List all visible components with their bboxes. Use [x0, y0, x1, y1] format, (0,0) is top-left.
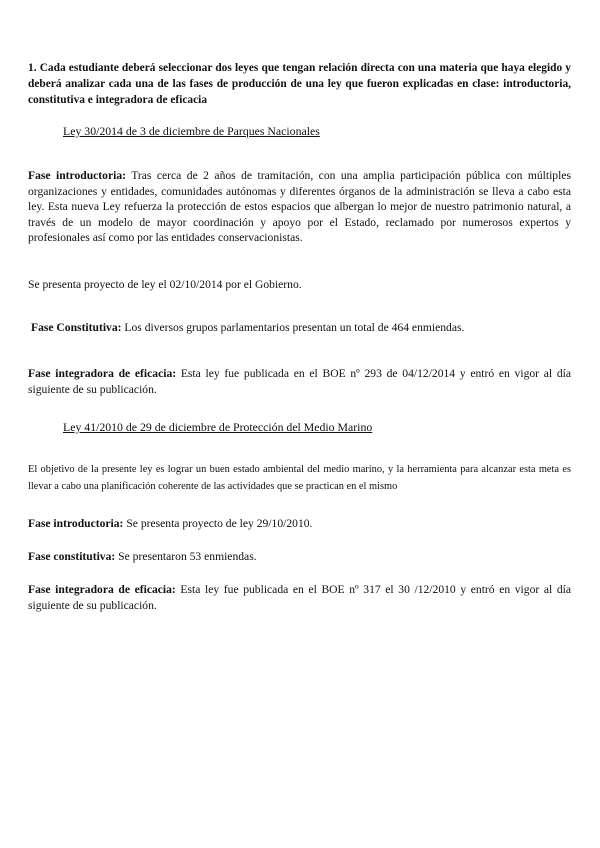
law2-intro-label: Fase introductoria:: [28, 517, 124, 530]
law2-const-label: Fase constitutiva:: [28, 550, 116, 563]
law1-intro-text: Tras cerca de 2 años de tramitación, con una amplia participación pública con múltiples organizaciones y entidades, comunidades autónomas y diferentes órganos de la administración se lleva a cabo esta ley. Esta nueva Ley refuerza la protección de estos espacios que albergan lo mejor de nuestro patrimonio natural, a través de un modelo de mayor coordinación y apoyo por el Estado, reclamado por numerosos expertos y profesionales así como por las entidades conservacionistas.: [28, 169, 571, 244]
law1-const-text: Los diversos grupos parlamentarios presentan un total de 464 enmiendas.: [121, 321, 465, 334]
law2-objective: El objetivo de la presente ley es lograr un buen estado ambiental del medio marino, y la herramienta para alcanzar esta meta es llevar a cabo una planificación coherente de las actividades que se practican en el mismo: [28, 464, 571, 492]
law2-constitutive-phase: [28, 549, 571, 565]
law2-intro-phase: [28, 516, 571, 532]
law1-presented: Se presenta proyecto de ley el 02/10/2014 por el Gobierno.: [28, 278, 302, 291]
law1-const-label: Fase Constitutiva:: [31, 321, 122, 334]
law2-integ-label: Fase integradora de eficacia:: [28, 583, 176, 596]
law1-integration-phase: [28, 366, 571, 397]
law2-integration-phase: [28, 582, 571, 613]
law2-intro-text: Se presenta proyecto de ley 29/10/2010.: [123, 517, 313, 530]
law1-constitutive-phase: [31, 320, 574, 336]
law1-integ-label: Fase integradora de eficacia:: [28, 367, 177, 380]
law2-title: Ley 41/2010 de 29 de diciembre de Protección del Medio Marino: [63, 420, 373, 434]
law1-title: Ley 30/2014 de 3 de diciembre de Parques Nacionales: [63, 124, 320, 138]
law1-intro-phase: [28, 168, 571, 246]
law2-integ-text: Esta ley fue publicada en el BOE nº 317 el 30 /12/2010 y entró en vigor al día siguiente de su publicación.: [28, 583, 571, 612]
law1-intro-label: Fase introductoria:: [28, 169, 126, 182]
law2-const-text: Se presentaron 53 enmiendas.: [115, 550, 257, 563]
assignment-question: 1. Cada estudiante deberá seleccionar dos leyes que tengan relación directa con una materia que haya elegido y deberá analizar cada una de las fases de producción de una ley que fueron explicadas en clase: introductoria, constitutiva e integradora de eficacia: [28, 62, 571, 106]
law1-integ-text: Esta ley fue publicada en el BOE nº 293 de 04/12/2014 y entró en vigor al día siguiente de su publicación.: [28, 367, 572, 396]
